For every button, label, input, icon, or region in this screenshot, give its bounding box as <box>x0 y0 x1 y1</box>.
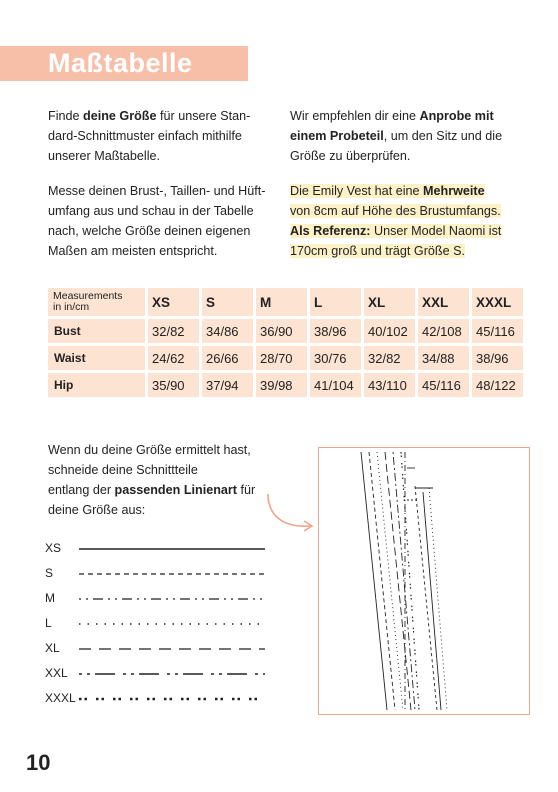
text-span: Finde <box>48 109 84 123</box>
table-cell: 45/116 <box>472 319 523 343</box>
row-label: Bust <box>48 319 145 343</box>
emphasis: einem Probeteil <box>290 129 384 143</box>
size-table <box>45 285 526 400</box>
text-span: unserer Maßtabelle. <box>48 149 160 163</box>
legend-row <box>45 540 275 556</box>
intro-left-paragraph-2 <box>48 181 265 261</box>
table-cell: 32/82 <box>364 346 415 370</box>
legend-label: S <box>45 566 54 580</box>
emphasis: deine Größe <box>83 109 157 123</box>
table-row <box>48 319 523 343</box>
fit-note-line <box>290 184 485 198</box>
dotted-line-sample <box>79 615 275 631</box>
text-span: nach, welche Größe deinen eigenen <box>48 224 251 238</box>
legend-label: XXXL <box>45 691 76 705</box>
legend-row <box>45 640 275 656</box>
size-header: XS <box>148 288 199 316</box>
text-span: Die Emily Vest hat eine <box>290 184 423 198</box>
text-span: Maßen am meisten entspricht. <box>48 244 218 258</box>
intro-right-paragraph-1 <box>290 106 502 166</box>
text-span: deine Größe aus: <box>48 503 146 517</box>
table-cell: 24/62 <box>148 346 199 370</box>
legend-row <box>45 590 275 606</box>
dash-line-sample <box>79 565 275 581</box>
table-cell: 40/102 <box>364 319 415 343</box>
table-cell: 34/88 <box>418 346 469 370</box>
pattern-lines-illustration <box>319 448 529 714</box>
text-span: für <box>237 483 256 497</box>
legend-row <box>45 565 275 581</box>
fit-note <box>290 181 501 261</box>
size-header: XL <box>364 288 415 316</box>
table-row <box>48 373 523 397</box>
curved-arrow-icon <box>262 490 322 536</box>
dash-dot-dash-line-sample <box>79 665 275 681</box>
emphasis: Anprobe mit <box>419 109 494 123</box>
table-cell: 48/122 <box>472 373 523 397</box>
fit-note-line <box>290 224 501 238</box>
size-header: L <box>310 288 361 316</box>
legend-label: L <box>45 616 52 630</box>
table-corner-label <box>48 288 145 316</box>
double-dot-line-sample <box>79 690 275 706</box>
size-header: M <box>256 288 307 316</box>
text-span: schneide deine Schnittteile <box>48 463 198 477</box>
text-span: Measurements <box>53 290 123 302</box>
text-span: Wir empfehlen dir eine <box>290 109 420 123</box>
table-cell: 38/96 <box>472 346 523 370</box>
legend-label: XXL <box>45 666 68 680</box>
pattern-line-detail <box>318 447 530 715</box>
text-span: entlang der <box>48 483 115 497</box>
text-span: für unsere Stan- <box>156 109 251 123</box>
legend-label: M <box>45 591 55 605</box>
solid-line-sample <box>79 540 275 556</box>
text-span: Größe zu überprüfen. <box>290 149 411 163</box>
page-title: Maßtabelle <box>48 48 193 78</box>
table-cell: 28/70 <box>256 346 307 370</box>
emphasis: Als Referenz: <box>290 224 371 238</box>
text-span: Unser Model Naomi ist <box>370 224 502 238</box>
emphasis: passenden Linienart <box>114 483 238 497</box>
table-cell: 42/108 <box>418 319 469 343</box>
table-cell: 30/76 <box>310 346 361 370</box>
text-span: in in/cm <box>53 301 90 313</box>
table-cell: 34/86 <box>202 319 253 343</box>
legend-label: XS <box>45 541 62 555</box>
row-label: Hip <box>48 373 145 397</box>
text-span: Wenn du deine Größe ermittelt hast, <box>48 443 251 457</box>
table-cell: 26/66 <box>202 346 253 370</box>
legend-label: XL <box>45 641 60 655</box>
text-span: , um den Sitz und die <box>383 129 503 143</box>
table-row <box>48 346 523 370</box>
dash-dot-dot-line-sample <box>79 590 275 606</box>
row-label: Waist <box>48 346 145 370</box>
long-dash-line-sample <box>79 640 275 656</box>
fit-note-line: 170cm groß und trägt Größe S. <box>290 244 465 258</box>
text-span: dard-Schnittmuster einfach mithilfe <box>48 129 242 143</box>
size-header: S <box>202 288 253 316</box>
intro-left-paragraph-1 <box>48 106 250 166</box>
table-cell: 45/116 <box>418 373 469 397</box>
text-span: umfang aus und schau in der Tabelle <box>48 204 254 218</box>
legend-row <box>45 665 275 681</box>
table-cell: 41/104 <box>310 373 361 397</box>
title-bar <box>0 46 248 81</box>
table-cell: 38/96 <box>310 319 361 343</box>
size-header: XXL <box>418 288 469 316</box>
table-cell: 36/90 <box>256 319 307 343</box>
legend-row <box>45 615 275 631</box>
emphasis: Mehrweite <box>423 184 485 198</box>
table-header-row <box>48 288 523 316</box>
page-number: 10 <box>26 750 51 775</box>
fit-note-line: von 8cm auf Höhe des Brustumfangs. <box>290 204 501 218</box>
text-span: Messe deinen Brust-, Taillen- und Hüft- <box>48 184 266 198</box>
legend-row <box>45 690 275 706</box>
table-cell: 35/90 <box>148 373 199 397</box>
size-header: XXXL <box>472 288 523 316</box>
table-cell: 37/94 <box>202 373 253 397</box>
table-cell: 32/82 <box>148 319 199 343</box>
cut-instructions <box>48 440 255 520</box>
table-cell: 43/110 <box>364 373 415 397</box>
table-cell: 39/98 <box>256 373 307 397</box>
